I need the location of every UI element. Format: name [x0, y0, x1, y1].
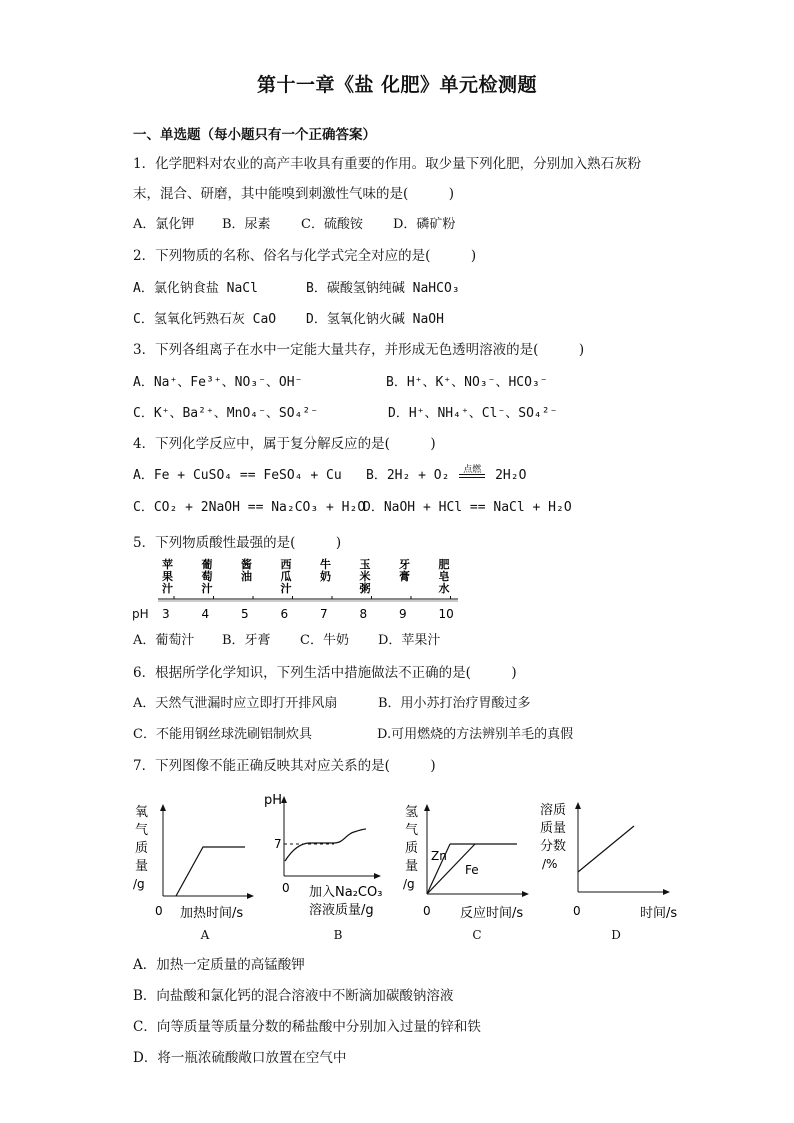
q4-option-c: C．CO₂ + 2NaOH == Na₂CO₃ + H₂O [133, 500, 366, 515]
q2-option-b: B．碳酸氢钠纯碱 NaHCO₃ [306, 281, 460, 296]
ph-item-name-char: 瓜 [280, 570, 292, 583]
graph-c-ylabel-2: 质 [405, 841, 419, 856]
graph-b-ylabel: pH [264, 793, 283, 808]
ph-tick-label: 8 [359, 607, 368, 621]
graph-d-ylabel-0: 溶质 [540, 803, 567, 818]
graph-d-xlabel: 时间/s [640, 906, 678, 921]
graph-d-origin: 0 [573, 904, 581, 918]
graph-d-x-arrow [663, 889, 670, 895]
graph-b-origin: 0 [282, 881, 290, 895]
q2-option-a: A．氯化钠食盐 NaCl [133, 281, 258, 296]
ph-tick-label: 4 [201, 607, 210, 621]
graph-b-xlabel-1: 加入Na₂CO₃ [309, 885, 382, 900]
ph-item-name [359, 558, 371, 595]
q7-option-a: A．加热一定质量的高锰酸钾 [133, 957, 305, 973]
ph-item-name [281, 558, 292, 595]
ph-item-names [162, 558, 450, 595]
ph-item-name [320, 558, 331, 583]
graph-c-zn-label: Zn [431, 849, 447, 863]
graph-c-fe-label: Fe [465, 863, 479, 877]
q5-stem: 5．下列物质酸性最强的是( ) [133, 535, 342, 551]
reaction-condition [457, 465, 487, 483]
q7-option-b: B．向盐酸和氯化钙的混合溶液中不断滴加碳酸钠溶液 [133, 988, 454, 1004]
graph-a-curve [176, 847, 245, 896]
q4-option-b [366, 464, 526, 483]
reaction-condition-label: 点燃 [463, 465, 482, 475]
ph-item-name-char: 粥 [359, 582, 371, 595]
graph-d-ylabel-3: /% [542, 857, 558, 871]
q1-option-a: A．氯化钾 [133, 217, 195, 232]
q6-option-c: C．不能用钢丝球洗刷铝制炊具 [133, 727, 312, 742]
q4-option-d: D．NaOH + HCl == NaCl + H₂O [363, 500, 572, 515]
ph-item-name-char: 汁 [162, 582, 173, 595]
graph-a-y-arrow [160, 804, 166, 811]
ph-item-name-char: 汁 [201, 582, 213, 595]
ph-item-name-char: 萄 [201, 570, 213, 583]
ph-item-name-char: 牛 [320, 558, 331, 571]
ph-item-name [439, 558, 450, 595]
graph-c [403, 800, 533, 925]
graph-a-ylabel-0: 氧 [135, 805, 149, 820]
q5-option-b: B．牙膏 [222, 633, 271, 648]
q3-option-a: A．Na⁺、Fe³⁺、NO₃⁻、OH⁻ [133, 375, 303, 390]
ph-item-name-char: 牙 [399, 558, 410, 571]
ph-tick-label: 3 [162, 607, 170, 621]
ph-item-name-char: 西 [280, 558, 292, 571]
ph-item-name [241, 558, 252, 583]
ph-item-name-char: 皂 [438, 570, 450, 583]
ph-item-name-char: 膏 [399, 570, 410, 583]
q2-option-c: C．氢氧化钙熟石灰 CaO [133, 312, 277, 327]
q3-option-b: B．H⁺、K⁺、NO₃⁻、HCO₃⁻ [386, 375, 548, 390]
q5-option-a: A．葡萄汁 [133, 633, 195, 648]
graph-d-ylabel-2: 分数 [540, 839, 567, 854]
q5-option-c: C．牛奶 [300, 633, 349, 648]
graph-b-x-arrow [374, 873, 381, 879]
ph-item-name-char: 油 [241, 570, 252, 583]
graph-d [538, 800, 688, 925]
ph-tick-group [162, 596, 454, 621]
ph-tick-label: 7 [320, 607, 328, 621]
ph-item-name-char: 肥 [438, 558, 450, 571]
ph-item-name-char: 酱 [241, 558, 252, 571]
graph-c-x-arrow [522, 891, 529, 897]
section-heading: 一、单选题（每小题只有一个正确答案） [133, 127, 376, 143]
graph-b-caption: B [333, 928, 343, 942]
q1-stem-line1: 1．化学肥料对农业的高产丰收具有重要的作用。取少量下列化肥，分别加入熟石灰粉 [133, 156, 642, 172]
q3-option-c: C．K⁺、Ba²⁺、MnO₄⁻、SO₄²⁻ [133, 406, 319, 421]
graph-d-caption: D [611, 928, 621, 942]
ph-item-name-char: 果 [162, 570, 173, 583]
graph-a [130, 800, 255, 925]
q5-option-d: D．苹果汁 [378, 633, 441, 648]
graph-b-curve [285, 829, 366, 861]
q4-option-b-product: 2H₂O [495, 468, 527, 483]
ph-scale-figure [130, 558, 460, 624]
q3-option-d: D．H⁺、NH₄⁺、Cl⁻、SO₄²⁻ [388, 406, 558, 421]
ph-item-name [399, 558, 410, 583]
graph-a-origin: 0 [155, 904, 163, 918]
ph-item-name-char: 米 [359, 570, 371, 583]
ph-tick-label: 5 [241, 607, 249, 621]
graph-d-ylabel-1: 质量 [540, 821, 567, 836]
ph-item-name [202, 558, 213, 595]
graph-c-y-arrow [424, 804, 430, 811]
q4-stem: 4．下列化学反应中，属于复分解反应的是( ) [133, 436, 436, 452]
q6-option-a: A．天然气泄漏时应立即打开排风扇 [133, 696, 338, 711]
graph-a-xlabel: 加热时间/s [180, 906, 244, 921]
graph-a-caption: A [200, 928, 210, 942]
graph-a-ylabel-1: 气 [135, 823, 149, 838]
ph-tick-label: 10 [438, 607, 454, 621]
q2-option-d: D．氢氧化钠火碱 NaOH [306, 312, 444, 327]
ph-tick-label: 6 [280, 607, 289, 621]
graph-a-ylabel-2: 质 [135, 841, 149, 856]
graph-b-tick-7: 7 [274, 837, 282, 851]
graph-c-ylabel-1: 气 [405, 823, 419, 838]
ph-item-name-char: 葡 [201, 558, 213, 571]
q3-stem: 3．下列各组离子在水中一定能大量共存，并形成无色透明溶液的是( ) [133, 342, 585, 358]
graph-c-caption: C [472, 928, 482, 942]
graph-a-x-arrow [247, 893, 254, 899]
ph-item-name-char: 汁 [280, 582, 292, 595]
graph-a-ylabel-4: /g [133, 877, 145, 891]
q6-stem: 6．根据所学化学知识，下列生活中措施做法不正确的是( ) [133, 665, 517, 681]
q1-option-d: D．磷矿粉 [393, 217, 456, 232]
ph-item-name-char: 玉 [359, 558, 371, 571]
q1-option-b: B．尿素 [222, 217, 271, 232]
ph-axis-label: pH [132, 607, 149, 621]
graph-d-y-arrow [575, 802, 581, 809]
graph-c-ylabel-4: /g [403, 877, 415, 891]
q4-option-b-reactants: B．2H₂ + O₂ [366, 468, 450, 483]
graph-a-ylabel-3: 量 [135, 859, 149, 874]
graph-d-curve [578, 826, 634, 872]
q6-option-d: D.可用燃烧的方法辨别羊毛的真假 [377, 727, 574, 742]
q7-option-d: D．将一瓶浓硫酸敞口放置在空气中 [133, 1050, 347, 1066]
q7-stem: 7．下列图像不能正确反映其对应关系的是( ) [133, 758, 436, 774]
ph-item-name [162, 558, 173, 595]
ph-item-name-char: 苹 [162, 558, 173, 571]
ph-item-name-char: 水 [438, 582, 450, 595]
ph-item-name-char: 奶 [320, 570, 331, 583]
graph-c-origin: 0 [423, 904, 431, 918]
q6-option-b: B．用小苏打治疗胃酸过多 [378, 696, 531, 711]
graph-c-ylabel-0: 氢 [405, 805, 419, 820]
graph-b [262, 788, 382, 923]
q7-option-c: C．向等质量等质量分数的稀盐酸中分别加入过量的锌和铁 [133, 1019, 481, 1035]
graph-c-xlabel: 反应时间/s [460, 906, 524, 921]
graph-b-xlabel-2: 溶液质量/g [309, 903, 374, 918]
ph-tick-label: 9 [399, 607, 407, 621]
page-title: 第十一章《盐 化肥》单元检测题 [256, 74, 538, 96]
q1-stem-line2: 末，混合、研磨，其中能嗅到刺激性气味的是( ) [133, 186, 455, 202]
q1-option-c: C．硫酸铵 [301, 217, 363, 232]
graph-c-ylabel-3: 量 [405, 859, 419, 874]
q2-stem: 2．下列物质的名称、俗名与化学式完全对应的是( ) [133, 248, 477, 264]
q4-option-a: A．Fe + CuSO₄ == FeSO₄ + Cu [133, 468, 342, 483]
